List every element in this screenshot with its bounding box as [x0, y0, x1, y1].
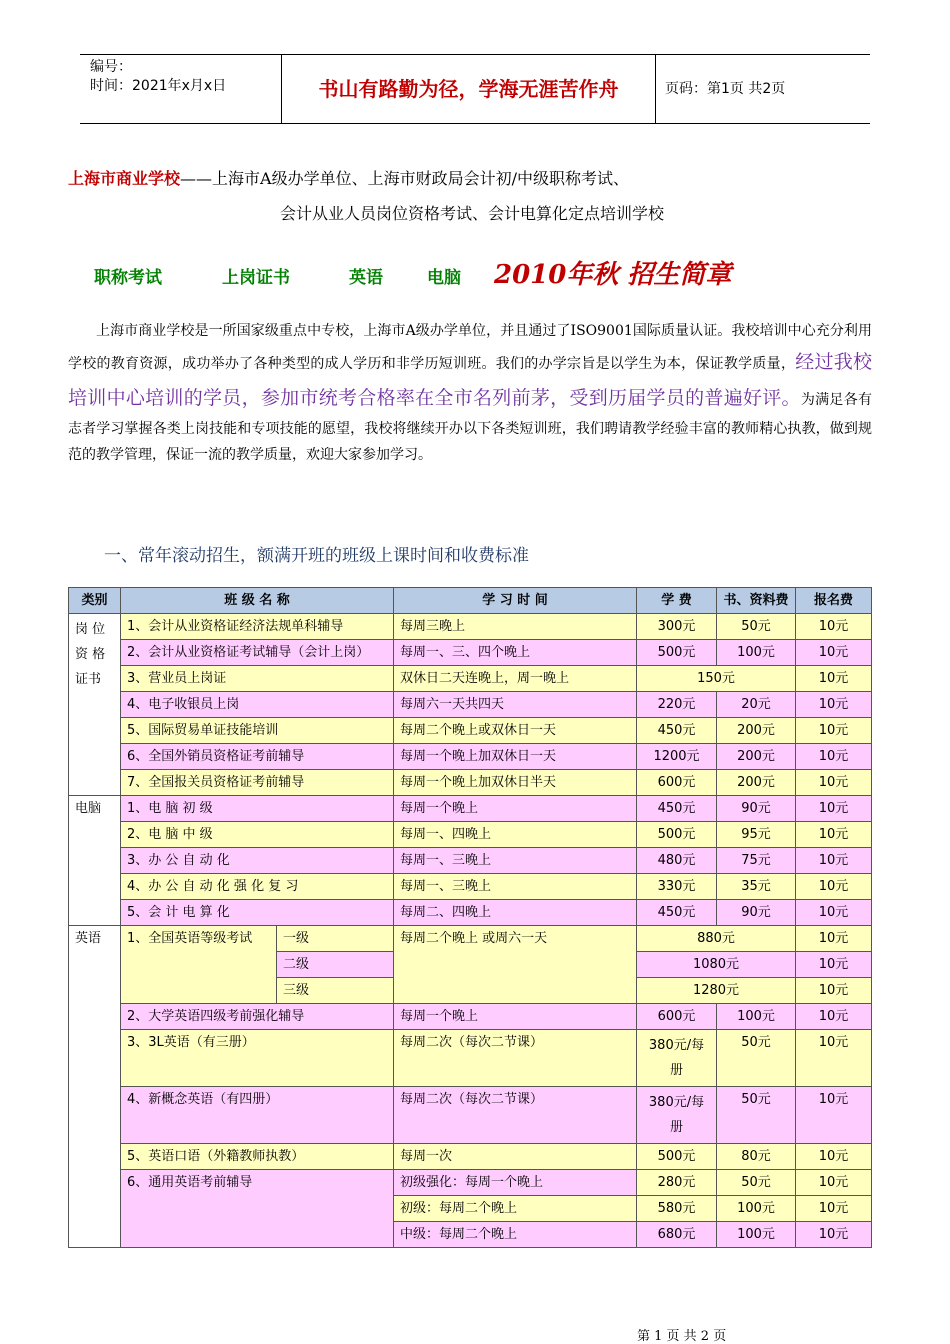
table-row: [69, 744, 872, 770]
study-time-cell: 每周一个晚上: [394, 796, 637, 822]
table-row: [69, 1087, 872, 1144]
registration-fee-cell: 10元: [796, 744, 872, 770]
study-time-cell: 每周一、三晚上: [394, 874, 637, 900]
class-name-cell: 3、营业员上岗证: [121, 666, 394, 692]
study-time-cell: 初级：每周二个晚上: [394, 1196, 637, 1222]
registration-fee-cell: 10元: [796, 900, 872, 926]
combined-fee-cell: 880元: [637, 926, 796, 952]
category-cert: [69, 614, 121, 796]
registration-fee-cell: 10元: [796, 1196, 872, 1222]
registration-fee-cell: 10元: [796, 1004, 872, 1030]
class-name-cell: 3、3L英语（有三册）: [121, 1030, 394, 1087]
registration-fee-cell: 10元: [796, 640, 872, 666]
time-label: 时间：2021年x月x日: [90, 78, 227, 94]
subject-certificate: 上岗证书: [222, 268, 290, 288]
study-time-cell: 每周一个晚上加双休日半天: [394, 770, 637, 796]
registration-fee-cell: 10元: [796, 1170, 872, 1196]
registration-fee-cell: 10元: [796, 614, 872, 640]
tuition-cell: 1200元: [637, 744, 717, 770]
study-time-cell: 每周六一天共四天: [394, 692, 637, 718]
class-name-cell: 6、全国外销员资格证考前辅导: [121, 744, 394, 770]
section-1-title: 一、常年滚动招生，额满开班的班级上课时间和收费标准: [104, 546, 529, 566]
registration-fee-cell: 10元: [796, 1087, 872, 1144]
registration-fee-cell: 10元: [796, 926, 872, 952]
books-fee-cell: 50元: [717, 1170, 796, 1196]
class-name-cell: 1、会计从业资格证经济法规单科辅导: [121, 614, 394, 640]
page-header: [80, 54, 870, 124]
study-time-cell: 每周二个晚上 或周六一天: [394, 926, 637, 1004]
registration-fee-cell: 10元: [796, 796, 872, 822]
study-time-cell: 每周一、四晚上: [394, 822, 637, 848]
header-page-label: 页码：第1页 共2页: [665, 81, 786, 97]
registration-fee-cell: 10元: [796, 770, 872, 796]
registration-fee-cell: 10元: [796, 1030, 872, 1087]
tuition-cell: 450元: [637, 718, 717, 744]
header-tuition: 学 费: [637, 588, 717, 614]
tuition-cell: 330元: [637, 874, 717, 900]
study-time-cell: 每周一、三晚上: [394, 848, 637, 874]
registration-fee-cell: 10元: [796, 874, 872, 900]
books-fee-cell: 90元: [717, 796, 796, 822]
study-time-cell: 每周三晚上: [394, 614, 637, 640]
table-row: [69, 640, 872, 666]
study-time-cell: 每周一个晚上: [394, 1004, 637, 1030]
table-row: [69, 666, 872, 692]
combined-fee-cell: 1280元: [637, 978, 796, 1004]
books-fee-cell: 100元: [717, 1196, 796, 1222]
books-fee-cell: 75元: [717, 848, 796, 874]
study-time-cell: 中级：每周二个晚上: [394, 1222, 637, 1248]
tuition-cell: 500元: [637, 1144, 717, 1170]
tuition-cell: 500元: [637, 640, 717, 666]
table-row: [69, 848, 872, 874]
tuition-cell: 380元/每册: [637, 1030, 717, 1087]
class-name-cell: 2、电 脑 中 级: [121, 822, 394, 848]
tuition-cell: 450元: [637, 796, 717, 822]
books-fee-cell: 200元: [717, 718, 796, 744]
tuition-cell: 580元: [637, 1196, 717, 1222]
class-name-cell: 5、会 计 电 算 化: [121, 900, 394, 926]
combined-fee-cell: 1080元: [637, 952, 796, 978]
tuition-cell: 380元/每册: [637, 1087, 717, 1144]
table-row: [69, 926, 872, 952]
study-time-cell: 每周一次: [394, 1144, 637, 1170]
intro-part-1: 上海市商业学校是一所国家级重点中专校，上海市A级办学单位，并且通过了ISO9001国际质量认证。我校培训中心充分利用学校的教育资源，成功举办了各种类型的成人学历和非学历短训班。我们的办学宗旨是以学生为本，保证教学质量，: [68, 323, 872, 372]
table-row: [69, 692, 872, 718]
table-header-row: [69, 588, 872, 614]
intro-part-2: 为满足各有志者学习掌握各类上岗技能和专项技能的愿望，我校将继续开办以下各类短训班，我们聘请教学经验丰富的教师精心执教，做到规范的教学管理，保证一流的教学质量，欢迎大家参加学习。: [68, 392, 873, 463]
level-cell: 一级: [277, 926, 394, 952]
page-footer: 第 1 页 共 2 页: [637, 1329, 727, 1344]
school-name: 上海市商业学校: [68, 169, 181, 188]
class-name-cell: 5、英语口语（外籍教师执教）: [121, 1144, 394, 1170]
tuition-cell: 220元: [637, 692, 717, 718]
intro-highlight: 经过我校培训中心培训的学员，参加市统考合格率在全市名列前茅，受到历届学员的普遍好评。: [68, 351, 872, 409]
books-fee-cell: 200元: [717, 744, 796, 770]
registration-fee-cell: 10元: [796, 1144, 872, 1170]
study-time-cell: 每周二次（每次二节课）: [394, 1087, 637, 1144]
table-row: [69, 1144, 872, 1170]
header-meta: [80, 55, 280, 123]
table-row: [69, 1004, 872, 1030]
class-name-cell: 4、电子收银员上岗: [121, 692, 394, 718]
table-row: [69, 718, 872, 744]
registration-fee-cell: 10元: [796, 952, 872, 978]
table-row: [69, 796, 872, 822]
tuition-cell: 500元: [637, 822, 717, 848]
table-row: [69, 822, 872, 848]
books-fee-cell: 50元: [717, 1030, 796, 1087]
header-category: 类别: [69, 588, 121, 614]
books-fee-cell: 200元: [717, 770, 796, 796]
tuition-cell: 680元: [637, 1222, 717, 1248]
header-study-time: 学 习 时 间: [394, 588, 637, 614]
number-label: 编号：: [90, 59, 132, 75]
combined-fee-cell: 150元: [637, 666, 796, 692]
books-fee-cell: 95元: [717, 822, 796, 848]
books-fee-cell: 50元: [717, 1087, 796, 1144]
books-fee-cell: 50元: [717, 614, 796, 640]
study-time-cell: 每周二个晚上或双休日一天: [394, 718, 637, 744]
class-name-cell: 4、新概念英语（有四册）: [121, 1087, 394, 1144]
registration-fee-cell: 10元: [796, 1222, 872, 1248]
tuition-cell: 280元: [637, 1170, 717, 1196]
class-name-cell: 1、全国英语等级考试: [121, 926, 277, 1004]
subject-title-exam: 职称考试: [94, 268, 162, 288]
title-line-1: [68, 166, 629, 189]
category-english: 英语: [69, 926, 121, 1248]
class-name-cell: 5、国际贸易单证技能培训: [121, 718, 394, 744]
class-name-cell: 3、办 公 自 动 化: [121, 848, 394, 874]
class-name-cell: 4、办 公 自 动 化 强 化 复 习: [121, 874, 394, 900]
study-time-cell: 每周二次（每次二节课）: [394, 1030, 637, 1087]
header-books-fee: 书、资料费: [717, 588, 796, 614]
table-row: [69, 770, 872, 796]
title-line-2: 会计从业人员岗位资格考试、会计电算化定点培训学校: [280, 204, 665, 223]
registration-fee-cell: 10元: [796, 666, 872, 692]
level-cell: 二级: [277, 952, 394, 978]
table-row: [69, 900, 872, 926]
table-row: [69, 1030, 872, 1087]
class-name-cell: 2、大学英语四级考前强化辅导: [121, 1004, 394, 1030]
fee-table: [68, 587, 872, 1248]
books-fee-cell: 100元: [717, 1222, 796, 1248]
books-fee-cell: 100元: [717, 1004, 796, 1030]
level-cell: 三级: [277, 978, 394, 1004]
class-name-cell: 2、会计从业资格证考试辅导（会计上岗）: [121, 640, 394, 666]
header-motto: 书山有路勤为径，学海无涯苦作舟: [281, 55, 656, 123]
class-name-cell: 7、全国报关员资格证考前辅导: [121, 770, 394, 796]
registration-fee-cell: 10元: [796, 822, 872, 848]
study-time-cell: 每周二、四晚上: [394, 900, 637, 926]
subject-english: 英语: [349, 268, 383, 288]
tuition-cell: 600元: [637, 770, 717, 796]
books-fee-cell: 100元: [717, 640, 796, 666]
header-registration-fee: 报名费: [796, 588, 872, 614]
table-row: [69, 874, 872, 900]
registration-fee-cell: 10元: [796, 848, 872, 874]
tuition-cell: 480元: [637, 848, 717, 874]
category-computer: 电脑: [69, 796, 121, 926]
books-fee-cell: 20元: [717, 692, 796, 718]
table-row: [69, 614, 872, 640]
class-name-cell: 1、电 脑 初 级: [121, 796, 394, 822]
registration-fee-cell: 10元: [796, 692, 872, 718]
tuition-cell: 450元: [637, 900, 717, 926]
table-row: [69, 1170, 872, 1196]
tuition-cell: 300元: [637, 614, 717, 640]
tuition-cell: 600元: [637, 1004, 717, 1030]
enrollment-title: 2010年秋 招生简章: [494, 260, 732, 290]
study-time-cell: 每周一个晚上加双休日一天: [394, 744, 637, 770]
class-name-cell: 6、通用英语考前辅导: [121, 1170, 394, 1248]
books-fee-cell: 35元: [717, 874, 796, 900]
books-fee-cell: 80元: [717, 1144, 796, 1170]
title-line-1-rest: ——上海市A级办学单位、上海市财政局会计初/中级职称考试、: [180, 169, 629, 188]
registration-fee-cell: 10元: [796, 978, 872, 1004]
intro-paragraph: [68, 318, 872, 468]
study-time-cell: 初级强化：每周一个晚上: [394, 1170, 637, 1196]
study-time-cell: 每周一、三、四个晚上: [394, 640, 637, 666]
study-time-cell: 双休日二天连晚上，周一晚上: [394, 666, 637, 692]
subject-computer: 电脑: [427, 268, 461, 288]
books-fee-cell: 90元: [717, 900, 796, 926]
registration-fee-cell: 10元: [796, 718, 872, 744]
category-cert-label: 岗 位 资 格 证书: [75, 622, 106, 687]
header-class-name: 班 级 名 称: [121, 588, 394, 614]
